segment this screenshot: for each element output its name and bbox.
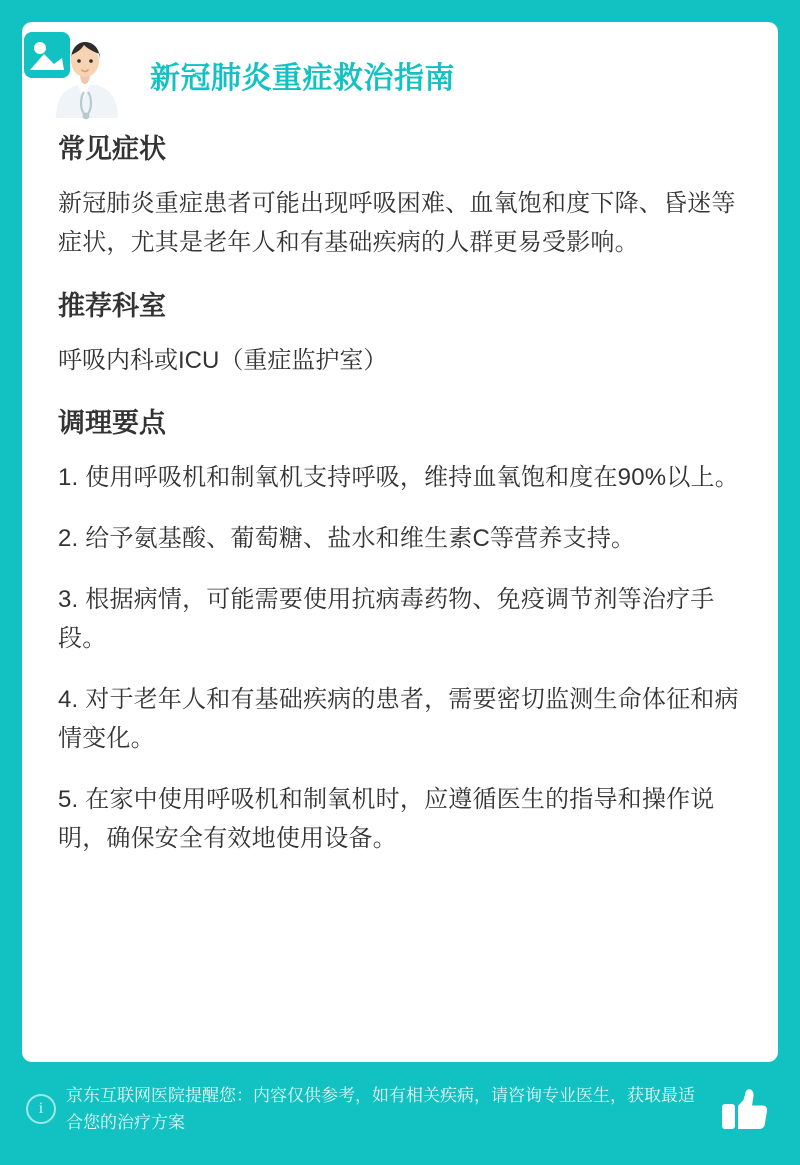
section-heading-tips: 调理要点 [58,408,166,439]
list-item: 3. 根据病情，可能需要使用抗病毒药物、免疫调节剂等治疗手段。 [58,586,715,653]
footer-disclaimer-bar [22,1069,778,1149]
section-text-department: 呼吸内科或ICU（重症监护室） [58,346,388,374]
list-item: 2. 给予氨基酸、葡萄糖、盐水和维生素C等营养支持。 [58,525,636,553]
thumbs-up-icon[interactable] [718,1082,772,1136]
list-item: 5. 在家中使用呼吸机和制氧机时，应遵循医生的指导和操作说明，确保安全有效地使用设备。 [58,785,715,852]
tips-list [58,459,742,858]
list-item: 4. 对于老年人和有基础疾病的患者，需要密切监测生命体征和病情变化。 [58,685,739,752]
page-title: 新冠肺炎重症救治指南 [150,62,455,95]
title-row [150,56,742,102]
info-icon: i [26,1094,56,1124]
disclaimer-text: 京东互联网医院提醒您：内容仅供参考，如有相关疾病，请咨询专业医生，获取最适合您的治疗方案 [66,1085,695,1132]
content-card [22,22,778,1062]
section-text-symptoms: 新冠肺炎重症患者可能出现呼吸困难、血氧饱和度下降、昏迷等症状，尤其是老年人和有基础疾病的人群更易受影响。 [58,190,736,256]
list-item: 1. 使用呼吸机和制氧机支持呼吸，维持血氧饱和度在90%以上。 [58,464,739,492]
doctor-avatar-icon [22,14,118,126]
section-heading-symptoms: 常见症状 [58,134,166,164]
section-heading-department: 推荐科室 [58,290,166,321]
